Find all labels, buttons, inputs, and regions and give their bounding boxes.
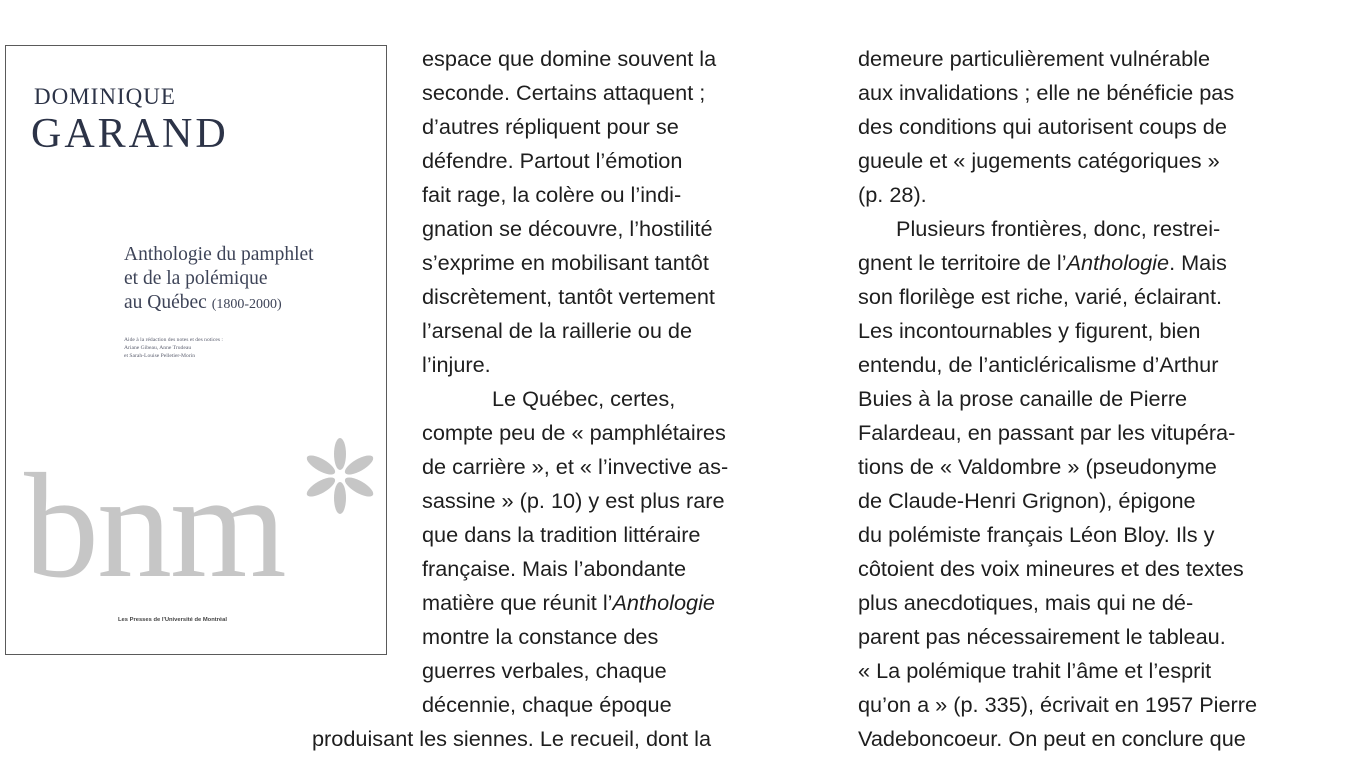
column2-text: . Mais: [1169, 250, 1227, 275]
column1-line: de carrière », et « l’invective as-: [422, 454, 729, 479]
column2-line: de Claude-Henri Grignon), épigone: [858, 488, 1196, 513]
column2-line: gueule et « jugements catégoriques »: [858, 148, 1220, 173]
column2-line: parent pas nécessairement le tableau.: [858, 624, 1226, 649]
column1-line: défendre. Partout l’émotion: [422, 148, 683, 173]
column1-line: décennie, chaque époque: [422, 692, 672, 717]
column2-line: demeure particulièrement vulnérable: [858, 46, 1211, 71]
cover-author-first-name: DOMINIQUE: [34, 84, 176, 109]
column1-line: compte peu de « pamphlétaires: [422, 420, 726, 445]
column2-line: (p. 28).: [858, 182, 927, 207]
column1-line: discrètement, tantôt vertement: [422, 284, 715, 309]
column1-line: l’injure.: [422, 352, 491, 377]
column2-text: gnent le territoire de l’: [858, 250, 1067, 275]
column2-line: entendu, de l’anticléricalisme d’Arthur: [858, 352, 1219, 377]
column1-line: s’exprime en mobilisant tantôt: [422, 250, 709, 275]
column2-line: [858, 250, 1227, 276]
asterisk-icon: [304, 434, 376, 514]
publisher-logo-text: bnm: [24, 443, 285, 609]
cover-title-line: Anthologie du pamphlet: [124, 244, 314, 265]
column1-line: espace que domine souvent la: [422, 46, 717, 71]
column1-line: Le Québec, certes,: [492, 386, 676, 411]
column1-line: sassine » (p. 10) y est plus rare: [422, 488, 725, 513]
cover-book-title: [124, 243, 386, 317]
column1-line: guerres verbales, chaque: [422, 658, 667, 683]
column2-line: tions de « Valdombre » (pseudonyme: [858, 454, 1217, 479]
cover-credit-line: Aide à la rédaction des notes et des notices :: [124, 337, 223, 343]
column2-line: aux invalidations ; elle ne bénéficie pas: [858, 80, 1235, 105]
column2-line: des conditions qui autorisent coups de: [858, 114, 1227, 139]
cover-credits: [124, 336, 324, 360]
column2-line: plus anecdotiques, mais qui ne dé-: [858, 590, 1194, 615]
column1-line: fait rage, la colère ou l’indi-: [422, 182, 682, 207]
column2-line: Buies à la prose canaille de Pierre: [858, 386, 1188, 411]
cover-title-line: et de la polémique: [124, 268, 268, 289]
column1-text: matière que réunit l’: [422, 590, 613, 615]
cover-credit-line: et Sarah-Louise Pelletier-Morin: [124, 353, 196, 359]
column2-line: Vadeboncoeur. On peut en conclure que: [858, 726, 1246, 751]
column1-line: montre la constance des: [422, 624, 659, 649]
column2-line: qu’on a » (p. 335), écrivait en 1957 Pierre: [858, 692, 1258, 717]
column1-line: l’arsenal de la raillerie ou de: [422, 318, 693, 343]
column2-line: côtoient des voix mineures et des textes: [858, 556, 1244, 581]
column1-line: gnation se découvre, l’hostilité: [422, 216, 713, 241]
book-cover: [5, 45, 387, 655]
column1-line: produisant les siennes. Le recueil, dont la: [312, 726, 712, 751]
column2-line: « La polémique trahit l’âme et l’esprit: [858, 658, 1212, 683]
column2-line: Falardeau, en passant par les vitupéra-: [858, 420, 1236, 445]
cover-credit-line: Ariane Gibeau, Anne Trudeau: [124, 345, 192, 351]
cover-title-line: [124, 291, 386, 317]
cover-author-last-name: GARAND: [31, 111, 229, 157]
column1-line: française. Mais l’abondante: [422, 556, 687, 581]
anthologie-emphasis: Anthologie: [612, 590, 715, 615]
column2-line: Plusieurs frontières, donc, restrei-: [896, 216, 1221, 241]
column2-line: son florilège est riche, varié, éclairant.: [858, 284, 1223, 309]
anthologie-emphasis: Anthologie: [1066, 250, 1170, 275]
cover-title-text: au Québec: [124, 292, 207, 313]
column2-line: Les incontournables y figurent, bien: [858, 318, 1201, 343]
column1-line: que dans la tradition littéraire: [422, 522, 701, 547]
cover-publisher: Les Presses de l'Université de Montréal: [118, 617, 227, 623]
column1-line: d’autres répliquent pour se: [422, 114, 679, 139]
column2-line: du polémiste français Léon Bloy. Ils y: [858, 522, 1215, 547]
cover-title-years: (1800-2000): [211, 297, 282, 312]
column1-line: seconde. Certains attaquent ;: [422, 80, 706, 105]
column1-line: [422, 590, 715, 616]
